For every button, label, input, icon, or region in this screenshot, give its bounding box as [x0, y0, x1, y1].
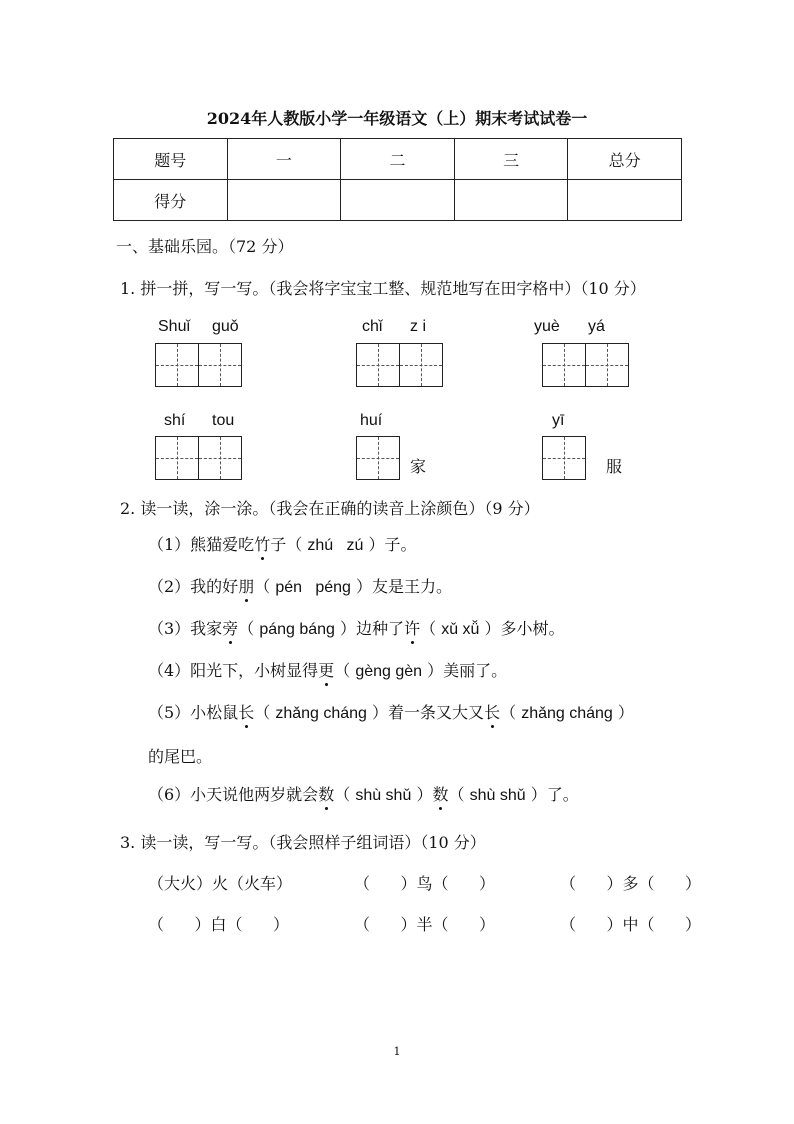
tianzige-cell[interactable] [155, 436, 199, 480]
table-cell: 得分 [114, 180, 228, 221]
word-blank[interactable]: （ ）鸟（ ） [354, 874, 496, 893]
table-cell: 题号 [114, 139, 228, 180]
marked-character: 旁 [222, 616, 238, 639]
line-text: ）边种了 [340, 619, 405, 638]
marked-character: 更 [318, 658, 334, 681]
table-cell: 总分 [568, 139, 682, 180]
tianzige-cell[interactable] [356, 343, 400, 387]
line-text: ）美丽了。 [427, 661, 508, 680]
question-2-heading: 2. 读一读，涂一涂。（我会在正确的读音上涂颜色）（9 分） [120, 499, 540, 518]
line-text: ）子。 [368, 535, 417, 554]
word-blank[interactable]: （ ）半（ ） [354, 915, 496, 934]
question-1-heading: 1. 拼一拼，写一写。（我会将字宝宝工整、规范地写在田字格中）（10 分） [120, 279, 646, 298]
question-2-line [148, 700, 634, 723]
marked-character: 长 [484, 700, 500, 723]
line-text: （ [448, 785, 465, 804]
question-3-heading: 3. 读一读，写一写。（我会照样子组词语）（10 分） [120, 833, 486, 852]
pinyin: yá [588, 318, 605, 335]
table-row [114, 139, 682, 180]
tianzige-cell[interactable] [155, 343, 199, 387]
tianzige-cell[interactable] [585, 343, 629, 387]
line-text: （3）我家 [148, 619, 223, 638]
tianzige-cell[interactable] [399, 343, 443, 387]
line-text: （ [334, 785, 351, 804]
marked-character: 数 [318, 782, 334, 805]
line-text: （ [420, 619, 437, 638]
line-text: ） [617, 703, 634, 722]
line-text: ）了。 [530, 785, 579, 804]
question-2-line: 的尾巴。 [148, 747, 213, 766]
tianzige-cell[interactable] [198, 343, 242, 387]
tianzige-grid[interactable] [155, 436, 241, 480]
word-blank: （大火）火（火车） [148, 874, 293, 893]
score-input-cell[interactable] [227, 180, 341, 221]
question-2-line [148, 574, 452, 597]
character-suffix: 服 [606, 457, 623, 476]
line-text: ） [416, 785, 433, 804]
tianzige-grid[interactable] [542, 436, 585, 480]
line-text: （5）小松鼠 [148, 703, 239, 722]
pinyin: z i [410, 318, 426, 335]
tianzige-cell[interactable] [356, 436, 400, 480]
word-blank[interactable]: （ ）中（ ） [560, 915, 702, 934]
line-text: （ [254, 577, 271, 596]
pinyin: guǒ [212, 318, 239, 335]
pinyin: tou [212, 412, 235, 429]
pinyin: huí [360, 412, 383, 429]
line-text: ）友是王力。 [356, 577, 453, 596]
character-suffix: 家 [410, 457, 427, 476]
pinyin-options[interactable]: zhú zú [307, 537, 364, 554]
line-text: （1）熊猫爱吃 [148, 535, 255, 554]
line-text: （2）我的好 [148, 577, 239, 596]
line-text: ）着一条又大又 [372, 703, 485, 722]
question-2-line [148, 658, 507, 681]
tianzige-cell[interactable] [542, 343, 586, 387]
pinyin-options[interactable]: gèng gèn [355, 663, 423, 680]
pinyin: shí [164, 412, 186, 429]
word-blank[interactable]: （ ）多（ ） [560, 874, 702, 893]
pinyin-options[interactable]: zhǎng cháng [521, 705, 613, 722]
line-text: 子（ [270, 535, 303, 554]
marked-character: 竹 [254, 532, 270, 555]
pinyin: yuè [534, 318, 560, 335]
pinyin: Shuǐ [158, 318, 191, 335]
line-text: （ [500, 703, 517, 722]
pinyin-options[interactable]: zhǎng cháng [275, 705, 367, 722]
score-input-cell[interactable] [568, 180, 682, 221]
tianzige-cell[interactable] [198, 436, 242, 480]
marked-character: 长 [238, 700, 254, 723]
page-title: 2024年人教版小学一年级语文（上）期末考试试卷一 [206, 109, 588, 128]
pinyin-options[interactable]: páng báng [259, 621, 335, 638]
tianzige-grid[interactable] [155, 343, 241, 387]
line-text: （6）小天说他两岁就会 [148, 785, 319, 804]
pinyin-options[interactable]: pén péng [275, 579, 351, 596]
pinyin-options[interactable]: shù shǔ [469, 787, 526, 804]
section-heading: 一、基础乐园。（72 分） [116, 237, 294, 256]
marked-character: 许 [404, 616, 420, 639]
question-2-line [148, 782, 579, 805]
score-input-cell[interactable] [454, 180, 568, 221]
line-text: （4）阳光下，小树显得 [148, 661, 319, 680]
marked-character: 数 [432, 782, 448, 805]
line-text: （ [238, 619, 255, 638]
line-text: （ [334, 661, 351, 680]
word-blank[interactable]: （ ）白（ ） [148, 915, 290, 934]
page-number: 1 [393, 1045, 401, 1058]
pinyin: yī [552, 412, 565, 429]
question-2-line [148, 532, 416, 555]
line-text: ）多小树。 [484, 619, 565, 638]
tianzige-grid[interactable] [542, 343, 628, 387]
table-row [114, 180, 682, 221]
tianzige-cell[interactable] [542, 436, 586, 480]
question-2-line [148, 616, 565, 639]
table-cell: 一 [227, 139, 341, 180]
score-input-cell[interactable] [341, 180, 455, 221]
tianzige-grid[interactable] [356, 436, 399, 480]
score-table [113, 138, 682, 221]
marked-character: 朋 [238, 574, 254, 597]
pinyin-options[interactable]: shù shǔ [355, 787, 412, 804]
pinyin: chǐ [362, 318, 383, 335]
line-text: （ [254, 703, 271, 722]
table-cell: 三 [454, 139, 568, 180]
table-cell: 二 [341, 139, 455, 180]
pinyin-options[interactable]: xǔ xǚ [441, 621, 480, 638]
tianzige-grid[interactable] [356, 343, 442, 387]
